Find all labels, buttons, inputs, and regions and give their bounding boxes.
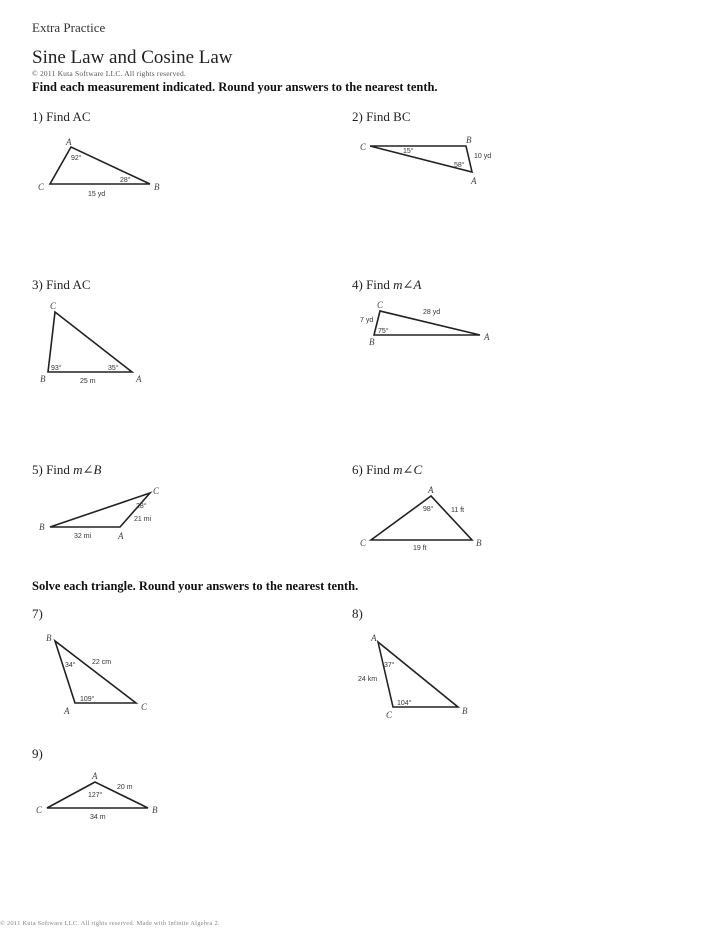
vertex-label-c: C: [153, 486, 160, 496]
side-label: 22 cm: [92, 659, 112, 666]
problem-8-label: 8): [352, 606, 363, 621]
side-label: 24 km: [358, 676, 378, 683]
instructions-section-2: Solve each triangle. Round your answers to the nearest tenth.: [32, 579, 359, 593]
vertex-label-c: C: [360, 538, 367, 548]
vertex-label-b: B: [476, 538, 482, 548]
vertex-label-c: C: [360, 142, 367, 152]
angle-label: 109°: [80, 696, 95, 703]
side-label: 15 yd: [88, 191, 106, 198]
side-label: 11 ft: [451, 507, 465, 514]
problem-4-label: 4) Find m∠A: [352, 277, 422, 292]
vertex-label-b: B: [40, 374, 46, 384]
vertex-label-c: C: [36, 805, 43, 815]
angle-label: 37°: [384, 662, 395, 669]
side-label: 34 m: [90, 814, 106, 821]
side-label: 20 m: [117, 784, 133, 791]
side-label: 32 mi: [74, 533, 92, 540]
vertex-label-c: C: [38, 182, 45, 192]
page-footer: © 2011 Kuta Software LLC. All rights reserved. Made with Infinite Algebra 2.: [0, 920, 220, 927]
side-label: 7 yd: [360, 317, 374, 324]
vertex-label-b: B: [46, 633, 52, 643]
angle-label: 28°: [136, 503, 147, 510]
angle-label: 98°: [423, 506, 434, 513]
vertex-label-b: B: [152, 805, 158, 815]
problem-5-label: 5) Find m∠B: [32, 462, 102, 477]
angle-label: 28°: [120, 177, 131, 184]
side-label: 28 yd: [423, 309, 441, 316]
angle-label: 75°: [378, 328, 389, 335]
instructions-section-1: Find each measurement indicated. Round your answers to the nearest tenth.: [32, 80, 438, 94]
vertex-label-a: A: [136, 374, 142, 384]
copyright-notice: © 2011 Kuta Software LLC. All rights reserved.: [32, 69, 186, 78]
angle-label: 127°: [88, 792, 103, 799]
vertex-label-b: B: [154, 182, 160, 192]
vertex-label-b: B: [462, 706, 468, 716]
problem-1-label: 1) Find AC: [32, 109, 91, 124]
vertex-label-a: A: [64, 706, 70, 716]
side-label: 10 yd: [474, 153, 492, 160]
problem-9-label: 9): [32, 746, 43, 761]
angle-label: 58°: [454, 162, 465, 169]
vertex-label-b: B: [39, 522, 45, 532]
angle-label: 104°: [397, 700, 412, 707]
vertex-label-a: A: [484, 332, 490, 342]
vertex-label-c: C: [386, 710, 393, 720]
problem-3-label: 3) Find AC: [32, 277, 91, 292]
vertex-label-c: C: [377, 300, 384, 310]
angle-label: 93°: [51, 365, 62, 372]
vertex-label-b: B: [369, 337, 375, 347]
worksheet-subject: Extra Practice: [32, 20, 106, 35]
side-label: 21 mi: [134, 516, 152, 523]
problem-6-label: 6) Find m∠C: [352, 462, 423, 477]
angle-label: 34°: [65, 662, 76, 669]
vertex-label-a: A: [371, 633, 377, 643]
side-label: 19 ft: [413, 545, 427, 552]
angle-label: 92°: [71, 155, 82, 162]
vertex-label-c: C: [50, 301, 57, 311]
vertex-label-a: A: [428, 485, 434, 495]
vertex-label-a: A: [471, 176, 477, 186]
vertex-label-c: C: [141, 702, 148, 712]
vertex-label-a: A: [66, 137, 72, 147]
vertex-label-a: A: [92, 771, 98, 781]
angle-label: 35°: [108, 365, 119, 372]
problem-7-label: 7): [32, 606, 43, 621]
worksheet-title: Sine Law and Cosine Law: [32, 47, 233, 68]
angle-label: 15°: [403, 148, 414, 155]
side-label: 25 m: [80, 378, 96, 385]
vertex-label-a: A: [118, 531, 124, 541]
vertex-label-b: B: [466, 135, 472, 145]
problem-2-label: 2) Find BC: [352, 109, 411, 124]
